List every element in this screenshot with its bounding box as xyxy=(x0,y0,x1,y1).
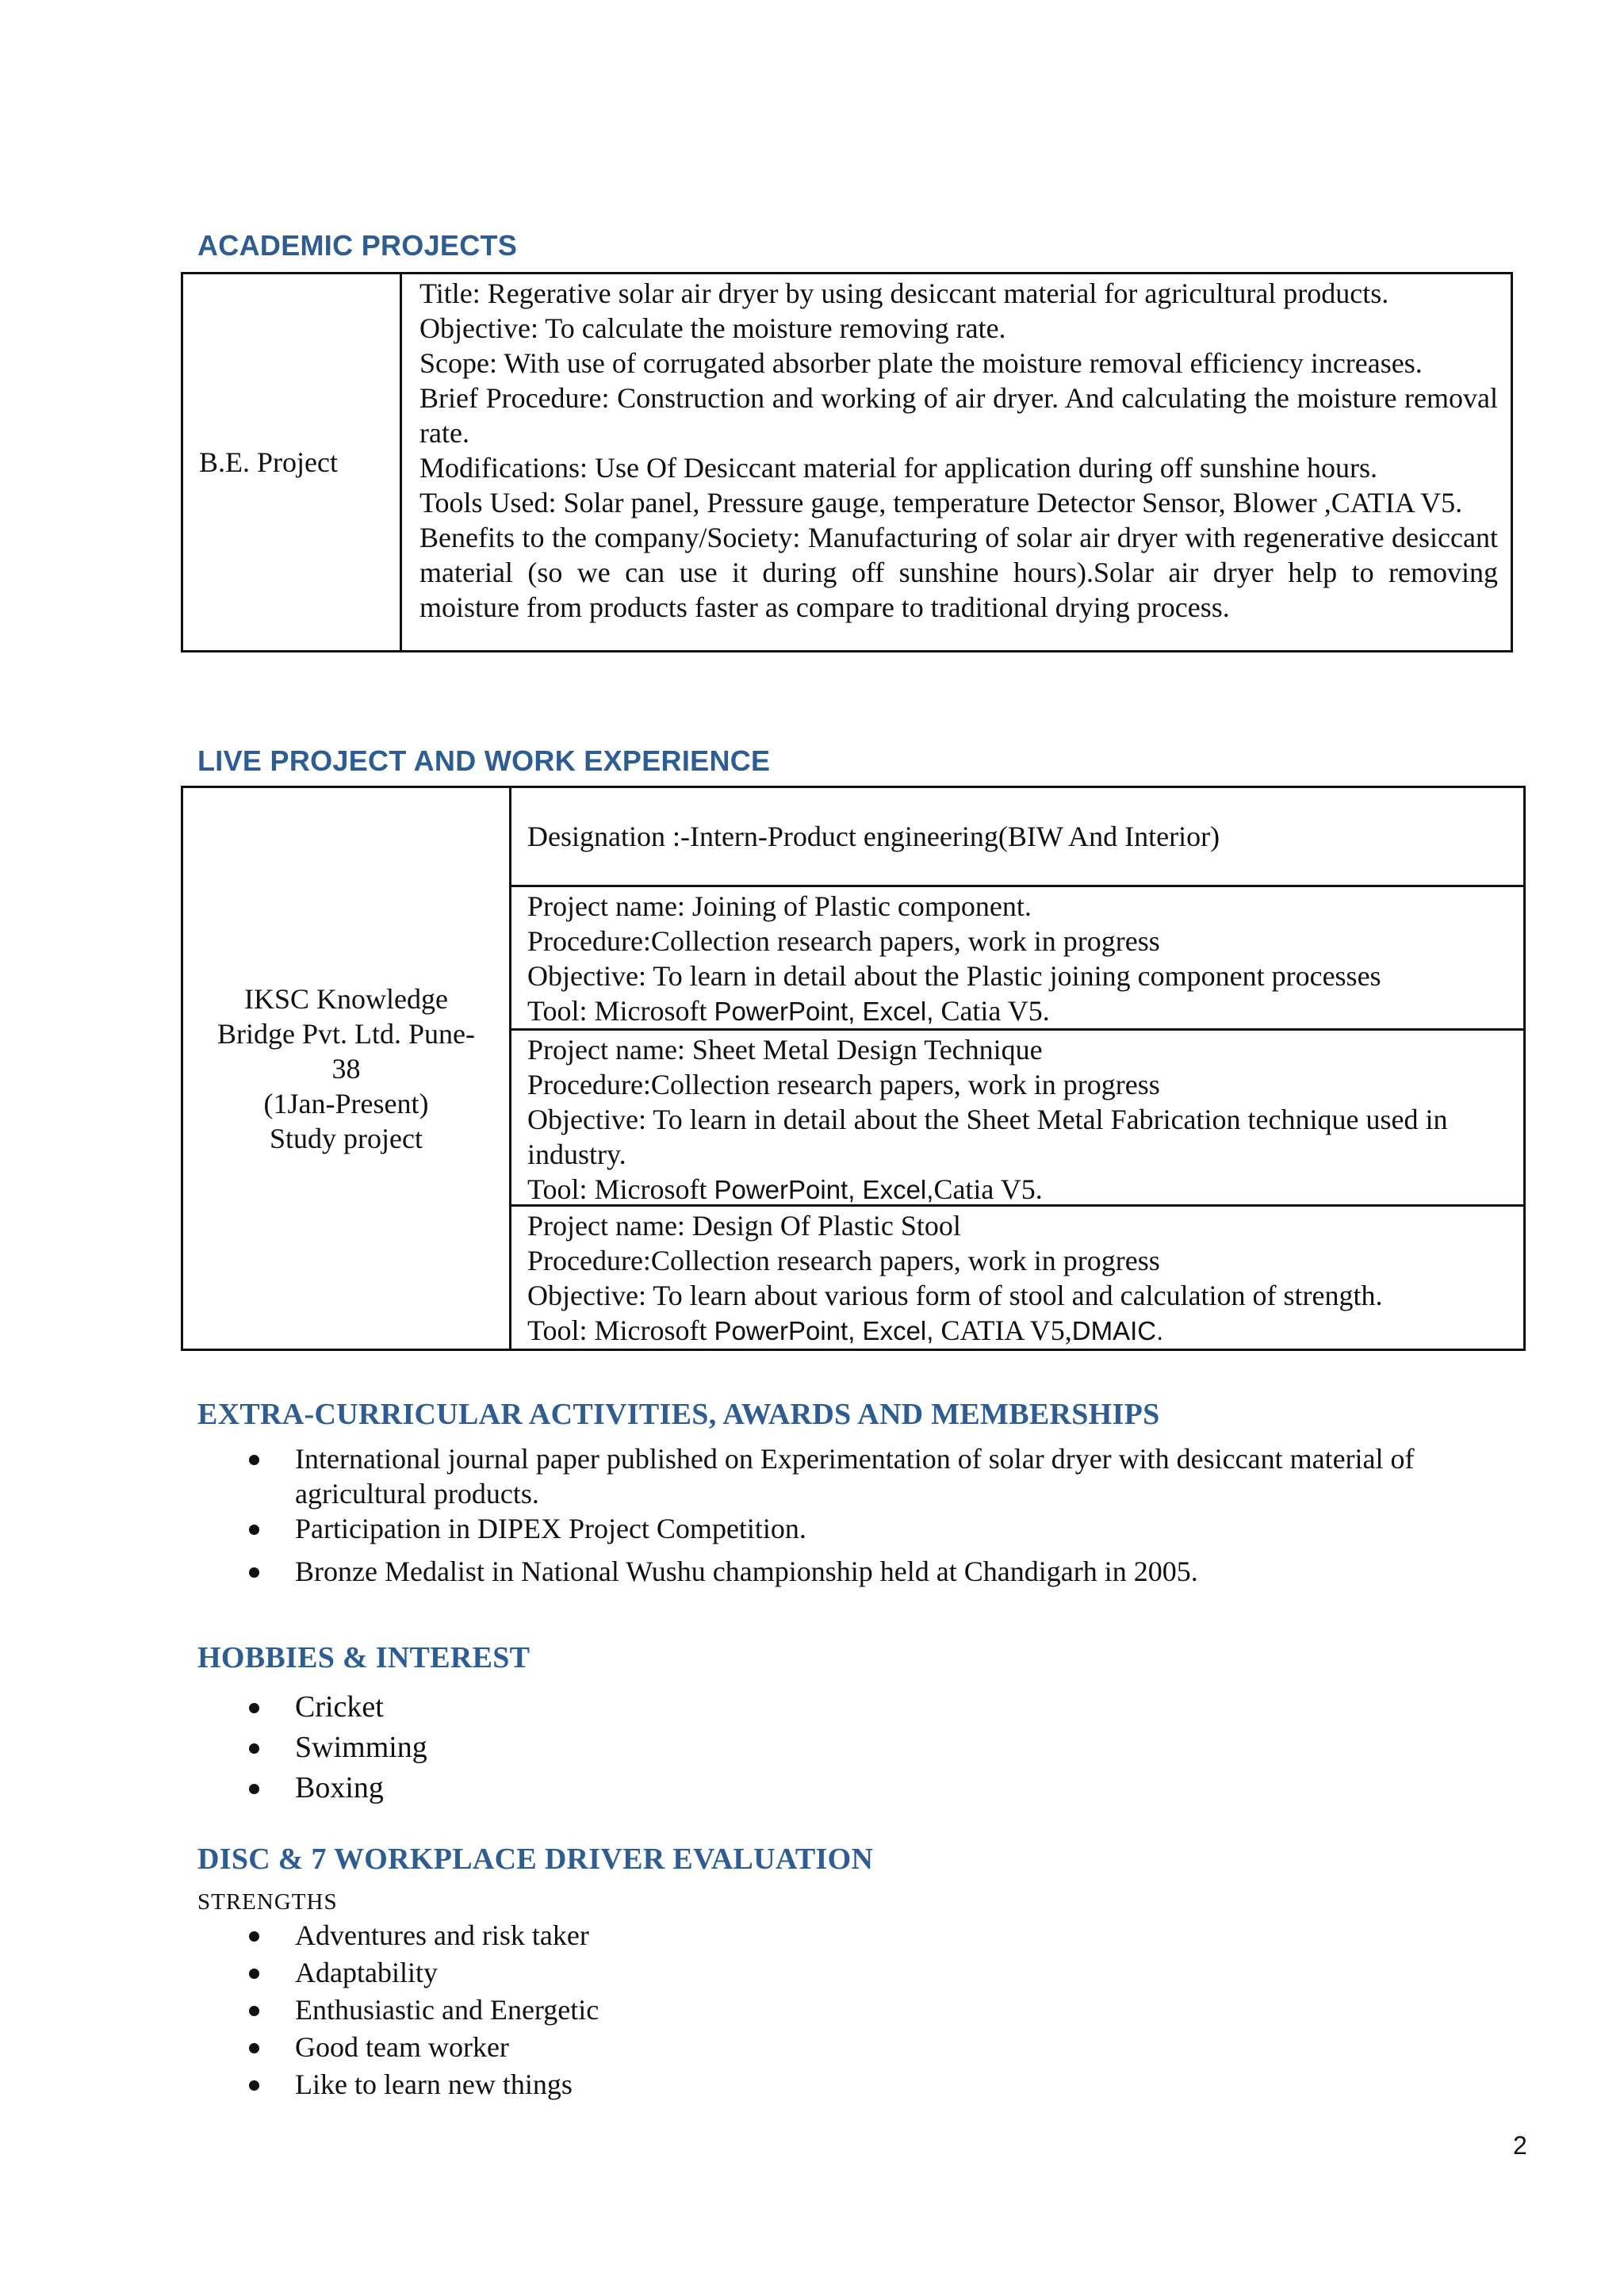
academic-projects-heading: ACADEMIC PROJECTS xyxy=(197,229,518,262)
bullet-icon xyxy=(249,1455,259,1465)
project-objective: Objective: To calculate the moisture removing rate. xyxy=(419,312,1006,344)
project-name: Project name: Sheet Metal Design Technique xyxy=(527,1034,1043,1066)
bullet-icon xyxy=(249,1969,259,1979)
list-item-text: Like to learn new things xyxy=(295,2068,573,2100)
list-item xyxy=(246,1768,427,1808)
tool-names: PowerPoint, Excel, xyxy=(714,997,934,1026)
list-item-text: Participation in DIPEX Project Competition. xyxy=(295,1513,806,1544)
list-item-text: International journal paper published on Experimentation of solar dryer with desiccant material of agricultural products. xyxy=(295,1443,1415,1510)
project-tool xyxy=(527,993,1511,1029)
project-objective: Objective: To learn in detail about the Sheet Metal Fabrication technique used in industry. xyxy=(527,1104,1448,1170)
project-objective: Objective: To learn in detail about the Plastic joining component processes xyxy=(527,960,1381,992)
live-project-table xyxy=(181,786,1526,1351)
list-item-text: Adventures and risk taker xyxy=(295,1919,589,1951)
project-name: Project name: Design Of Plastic Stool xyxy=(527,1210,961,1242)
company-line: 38 xyxy=(331,1052,361,1085)
project-procedure: Procedure:Collection research papers, work in progress xyxy=(527,1069,1160,1100)
project-type-cell xyxy=(183,274,402,650)
project-details-cell xyxy=(402,274,1511,650)
list-item xyxy=(246,1554,1483,1589)
project-procedure: Brief Procedure: Construction and working of air dryer. And calculating the moisture removal rate. xyxy=(419,382,1498,449)
hobbies-heading: HOBBIES & INTEREST xyxy=(197,1641,530,1674)
designation-text: Designation :-Intern-Product engineering(BIW And Interior) xyxy=(527,821,1220,852)
tool-names: PowerPoint, Excel, xyxy=(714,1175,934,1204)
project-modifications: Modifications: Use Of Desiccant material for application during off sunshine hours. xyxy=(419,452,1378,484)
bullet-icon xyxy=(249,1525,259,1535)
project-tool xyxy=(527,1172,1511,1207)
project-procedure: Procedure:Collection research papers, work in progress xyxy=(527,925,1160,957)
company-duration: (1Jan-Present) xyxy=(263,1087,429,1119)
tool-suffix: Catia V5. xyxy=(933,995,1050,1027)
list-item xyxy=(246,2066,599,2103)
project-row xyxy=(511,887,1523,1031)
list-item xyxy=(246,2029,599,2066)
list-item-text: Boxing xyxy=(295,1771,384,1804)
project-type-label: B.E. Project xyxy=(199,446,338,478)
project-title: Title: Regerative solar air dryer by using desiccant material for agricultural products. xyxy=(419,277,1389,309)
bullet-icon xyxy=(249,1567,259,1578)
project-objective: Objective: To learn about various form of stool and calculation of strength. xyxy=(527,1280,1383,1311)
list-item-text: Good team worker xyxy=(295,2031,509,2063)
list-item xyxy=(246,1917,599,1954)
project-row xyxy=(511,1031,1523,1207)
bullet-icon xyxy=(249,1931,259,1942)
bullet-icon xyxy=(249,1743,259,1754)
tool-prefix: Tool: Microsoft xyxy=(527,995,714,1027)
list-item-text: Swimming xyxy=(295,1731,427,1764)
page-number: 2 xyxy=(1513,2131,1527,2160)
company-cell xyxy=(183,788,511,1349)
company-line: Bridge Pvt. Ltd. Pune- xyxy=(217,1017,475,1050)
list-item xyxy=(246,1954,599,1992)
bullet-icon xyxy=(249,1784,259,1794)
live-project-heading: LIVE PROJECT AND WORK EXPERIENCE xyxy=(197,744,771,777)
list-item xyxy=(246,1511,1483,1546)
project-name: Project name: Joining of Plastic component. xyxy=(527,890,1032,922)
tool-names: PowerPoint, Excel, xyxy=(714,1316,934,1345)
bullet-icon xyxy=(249,2006,259,2016)
project-procedure: Procedure:Collection research papers, work in progress xyxy=(527,1245,1160,1276)
list-item-text: Adaptability xyxy=(295,1957,438,1988)
disc-heading: DISC & 7 WORKPLACE DRIVER EVALUATION xyxy=(197,1843,874,1876)
list-item xyxy=(246,1992,599,2029)
project-benefits: Benefits to the company/Society: Manufacturing of solar air dryer with regenerative desiccant material (so we can use it during off sunshine hours).Solar air dryer help to removing moisture from products faster as compare to traditional drying process. xyxy=(419,522,1498,623)
list-item-text: Bronze Medalist in National Wushu championship held at Chandigarh in 2005. xyxy=(295,1556,1198,1587)
extra-curricular-list xyxy=(246,1441,1483,1589)
project-row xyxy=(511,1207,1523,1349)
tool-names: DMAIC. xyxy=(1071,1316,1164,1345)
bullet-icon xyxy=(249,2080,259,2091)
list-item-text: Cricket xyxy=(295,1690,384,1724)
list-item xyxy=(246,1687,427,1728)
list-item-text: Enthusiastic and Energetic xyxy=(295,1994,599,2026)
company-line: IKSC Knowledge xyxy=(244,982,448,1015)
hobbies-list xyxy=(246,1687,427,1808)
tool-suffix: Catia V5. xyxy=(933,1173,1043,1205)
list-item xyxy=(246,1441,1483,1511)
tool-prefix: Tool: Microsoft xyxy=(527,1173,714,1205)
strengths-subheading: STRENGTHS xyxy=(197,1889,338,1915)
designation-row xyxy=(511,788,1523,887)
projects-column xyxy=(511,788,1523,1349)
list-item xyxy=(246,1728,427,1768)
tool-prefix: Tool: Microsoft xyxy=(527,1314,714,1346)
project-tool xyxy=(527,1313,1511,1349)
bullet-icon xyxy=(249,1703,259,1713)
academic-projects-table xyxy=(181,272,1513,652)
strengths-list xyxy=(246,1917,599,2103)
tool-suffix: CATIA V5, xyxy=(933,1314,1072,1346)
extra-curricular-heading: EXTRA-CURRICULAR ACTIVITIES, AWARDS AND MEMBERSHIPS xyxy=(197,1398,1160,1431)
company-type: Study project xyxy=(270,1122,423,1154)
project-tools: Tools Used: Solar panel, Pressure gauge, temperature Detector Sensor, Blower ,CATIA V5. xyxy=(419,487,1463,519)
project-scope: Scope: With use of corrugated absorber plate the moisture removal efficiency increases. xyxy=(419,347,1423,379)
bullet-icon xyxy=(249,2043,259,2053)
